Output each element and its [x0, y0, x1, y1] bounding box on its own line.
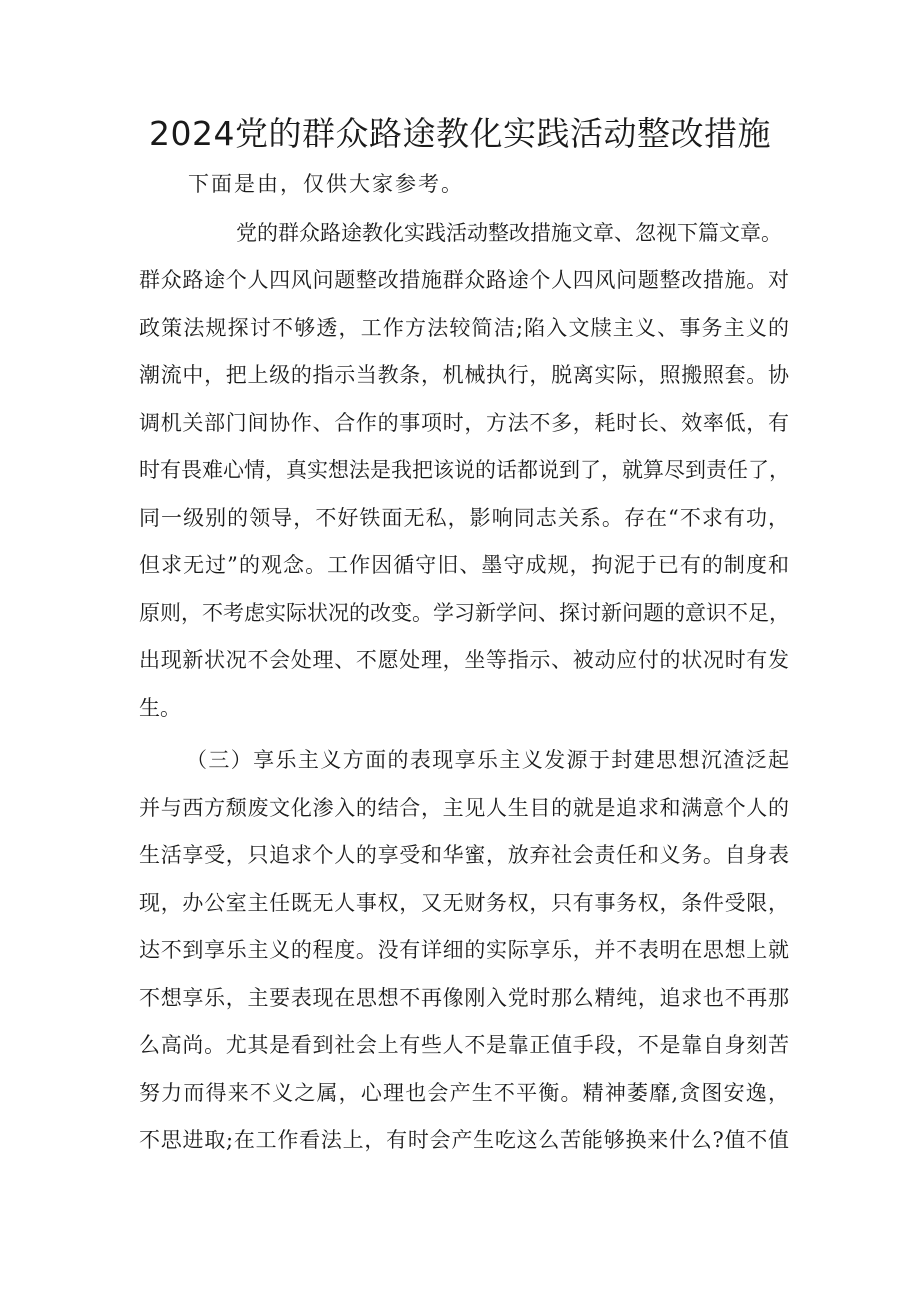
paragraph-line: 党的群众路途教化实践活动整改措施文章、忽视下篇文章。: [236, 221, 782, 245]
paragraph-line: 调机关部门间协作、合作的事项时，方法不多，耗时长、效率低，有: [139, 411, 789, 435]
paragraph-line: 出现新状况不会处理、不愿处理，坐等指示、被动应付的状况时有发: [139, 648, 789, 672]
paragraph-line: （三）享乐主义方面的表现享乐主义发源于封建思想沉渣泛起: [186, 748, 789, 772]
paragraph-line: 生活享受，只追求个人的享受和华蜜，放弃社会责任和义务。自身表: [139, 843, 789, 867]
paragraph-line: 现，办公室主任既无人事权，又无财务权，只有事务权，条件受限，: [139, 891, 789, 915]
paragraph-line: 但求无过”的观念。工作因循守旧、墨守成规，拘泥于已有的制度和: [139, 553, 789, 577]
paragraph-line: 努力而得来不义之属，心理也会产生不平衡。精神萎靡,贪图安逸，: [139, 1081, 789, 1105]
paragraph-line: 时有畏难心情，真实想法是我把该说的话都说到了，就算尽到责任了，: [139, 458, 790, 482]
paragraph-line: 不想享乐，主要表现在思想不再像刚入党时那么精纯，追求也不再那: [139, 986, 789, 1010]
paragraph-line: 生。: [139, 696, 181, 720]
paragraph-line: 政策法规探讨不够透，工作方法较简洁;陷入文牍主义、事务主义的: [139, 316, 789, 340]
paragraph-line: 达不到享乐主义的程度。没有详细的实际享乐，并不表明在思想上就: [139, 938, 789, 962]
paragraph-line: 并与西方颓废文化渗入的结合，主见人生目的就是追求和满意个人的: [139, 796, 789, 820]
paragraph-line: 么高尚。尤其是看到社会上有些人不是靠正值手段，不是靠自身刻苦: [139, 1033, 789, 1057]
paragraph-line: 群众路途个人四风问题整改措施群众路途个人四风问题整改措施。对: [139, 268, 789, 292]
paragraph-line: 同一级别的领导，不好铁面无私，影响同志关系。存在“不求有功，: [139, 506, 789, 530]
paragraph-line: 不思进取;在工作看法上，有时会产生吃这么苦能够换来什么?值不值: [139, 1128, 789, 1152]
paragraph-line: 潮流中，把上级的指示当教条，机械执行，脱离实际，照搬照套。协: [139, 363, 789, 387]
paragraph-line: 原则，不考虑实际状况的改变。学习新学问、探讨新问题的意识不足，: [139, 601, 790, 625]
intro-text: 下面是由，仅供大家参考。: [188, 172, 464, 196]
document-title: 2024党的群众路途教化实践活动整改措施: [149, 114, 771, 153]
